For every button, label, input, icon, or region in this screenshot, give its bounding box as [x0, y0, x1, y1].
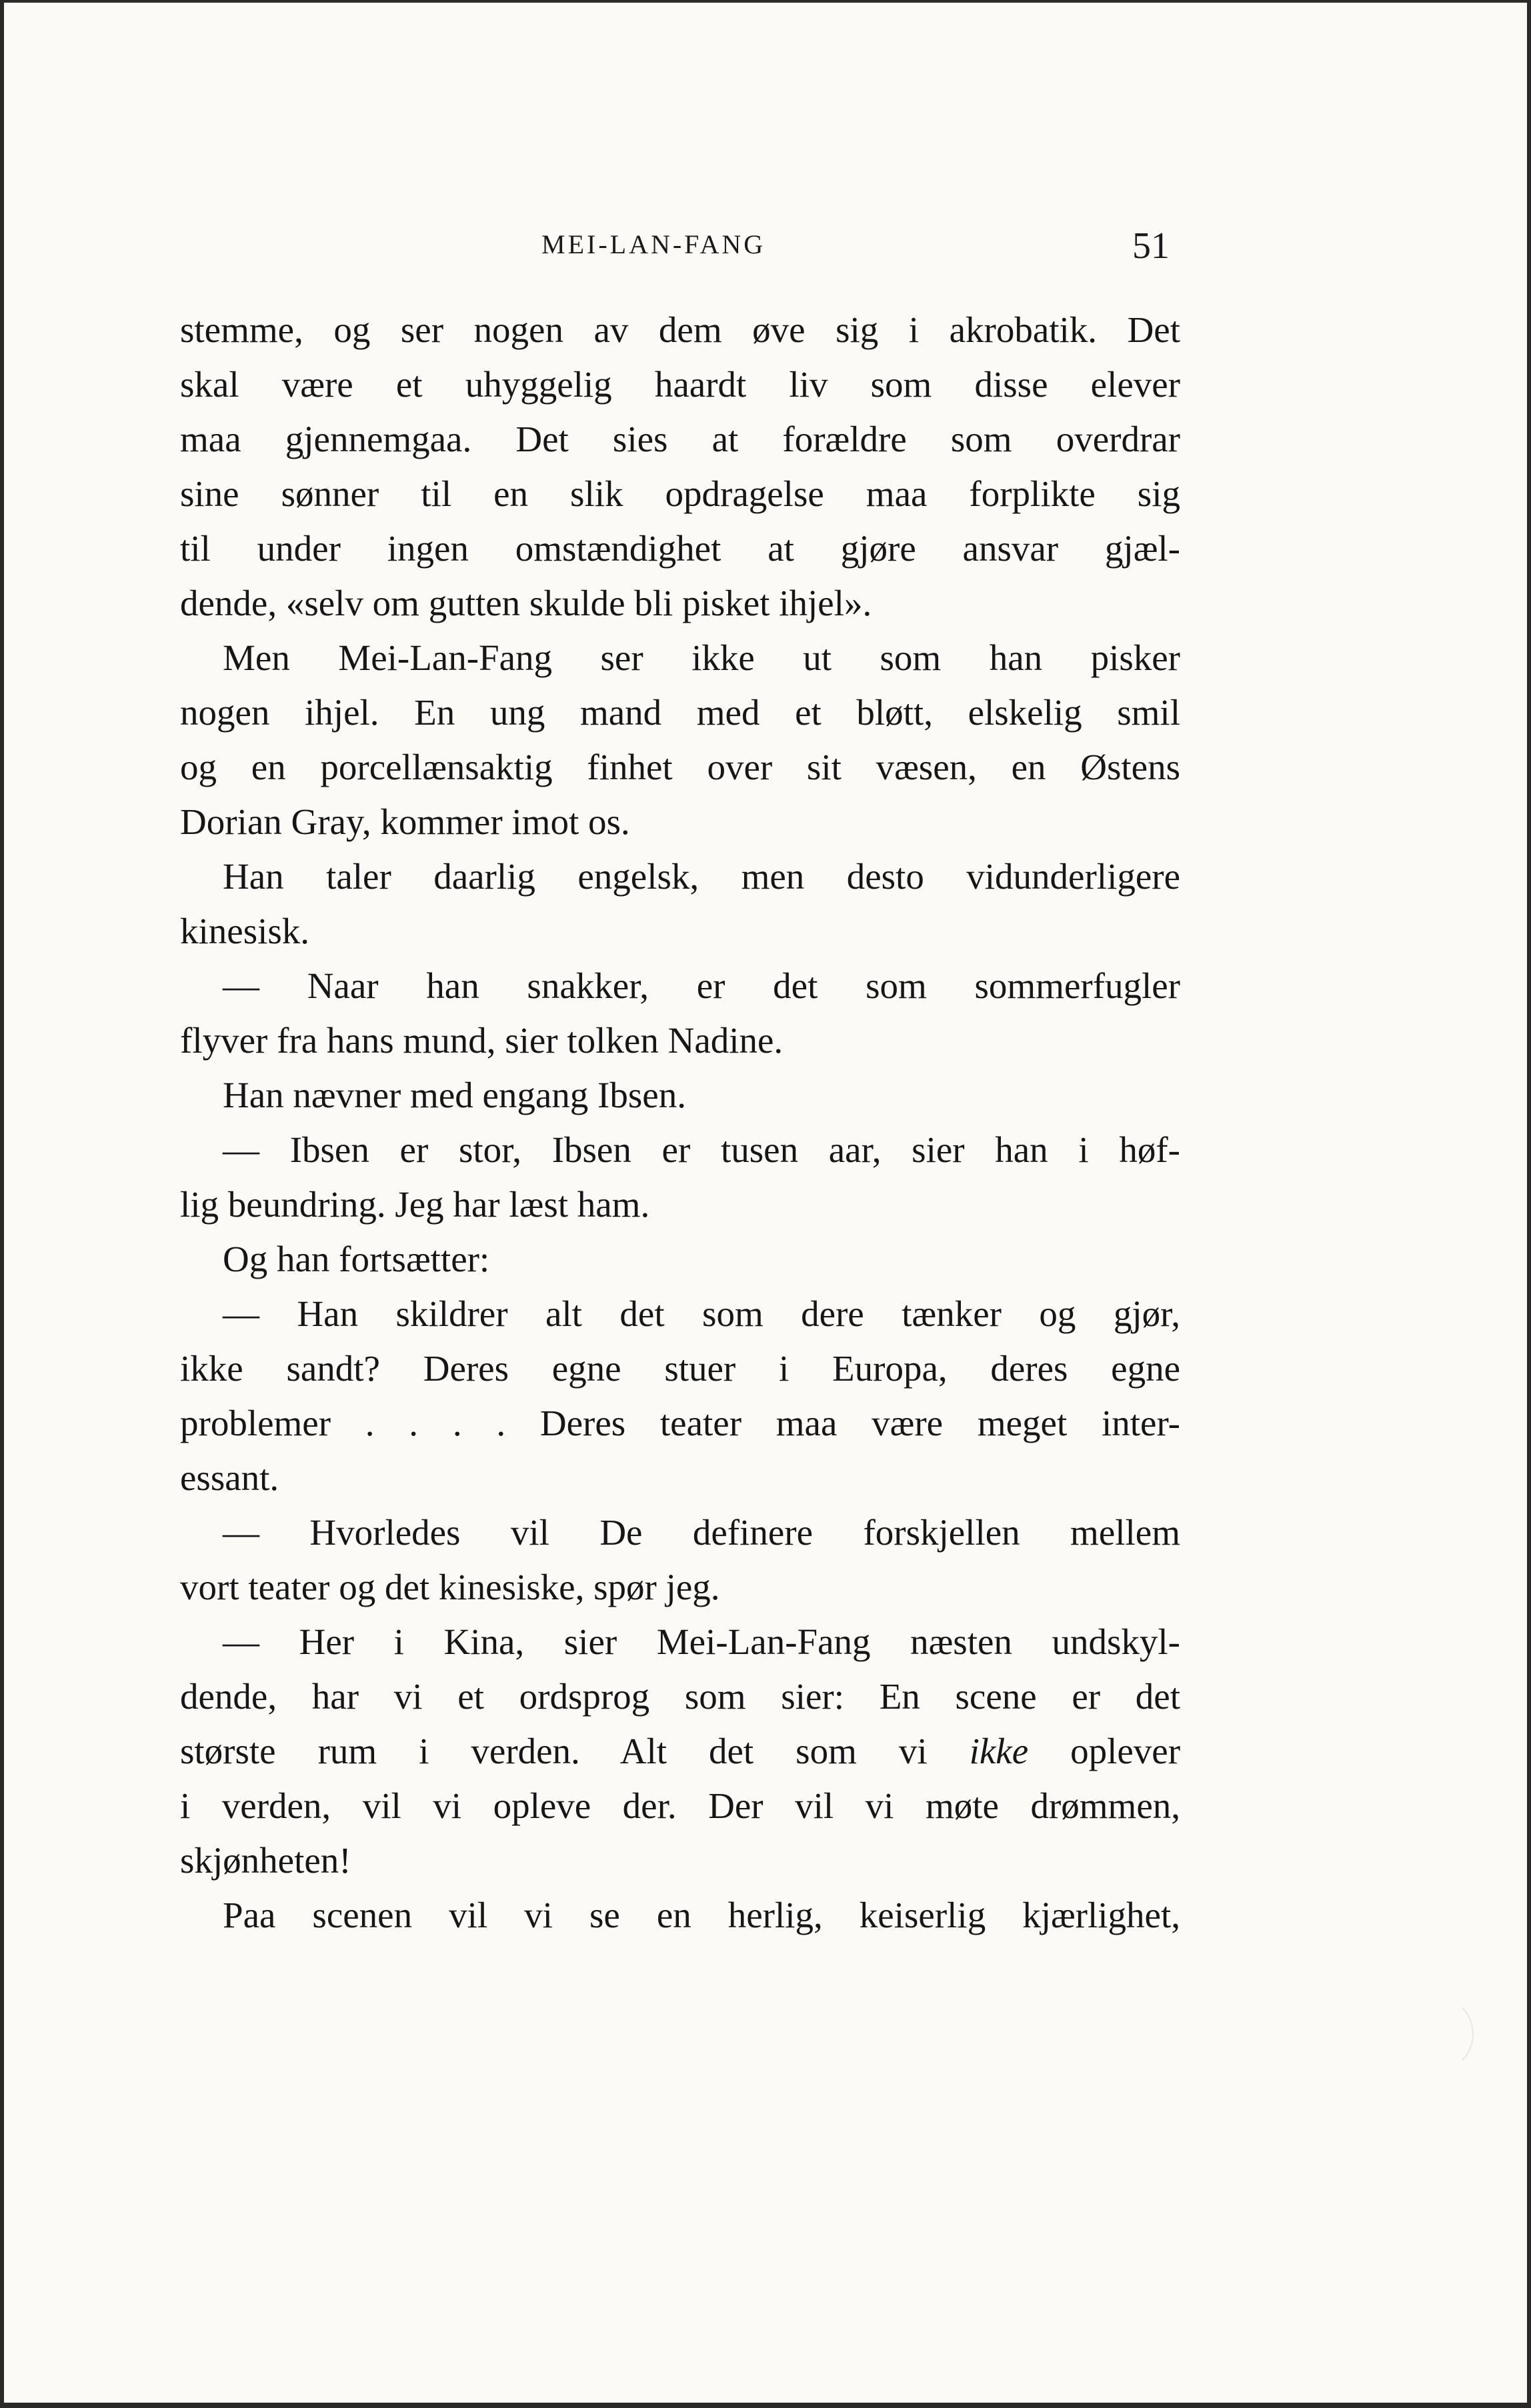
book-page [4, 3, 1527, 2403]
text-line: dende, «selv om gutten skulde bli pisket ihjel». [180, 583, 872, 623]
text-line: til under ingen omstændighet at gjøre ansvar gjæl- [180, 528, 1180, 569]
emphasized-word: ikke [969, 1731, 1029, 1771]
text-line: essant. [180, 1457, 279, 1498]
body-text [180, 303, 1180, 1943]
text-line: kinesisk. [180, 911, 310, 951]
text-line: problemer . . . . Deres teater maa være meget inter- [180, 1403, 1180, 1443]
text-line: i verden, vil vi opleve der. Der vil vi møte drømmen, [180, 1785, 1180, 1826]
text-segment: største rum i verden. Alt det som vi [180, 1731, 928, 1771]
text-line: Paa scenen vil vi se en herlig, keiserlig kjærlighet, [223, 1895, 1180, 1935]
text-line: dende, har vi et ordsprog som sier: En scene er det [180, 1676, 1180, 1717]
text-line: skjønheten! [180, 1840, 351, 1881]
paper-crease-mark [1398, 1996, 1474, 2072]
text-line: og en porcellænsaktig finhet over sit væsen, en Østens [180, 747, 1180, 787]
text-line: — Naar han snakker, er det som sommerfugler [223, 965, 1180, 1006]
page-header [4, 219, 1527, 279]
text-line: ikke sandt? Deres egne stuer i Europa, deres egne [180, 1348, 1180, 1389]
text-line: Han nævner med engang Ibsen. [223, 1075, 686, 1115]
text-line: lig beundring. Jeg har læst ham. [180, 1184, 650, 1225]
text-line: — Hvorledes vil De definere forskjellen mellem [223, 1512, 1180, 1553]
page-number: 51 [1132, 225, 1170, 267]
text-line: skal være et uhyggelig haardt liv som disse elever [180, 364, 1180, 405]
text-line: Og han fortsætter: [223, 1239, 490, 1279]
text-line: stemme, og ser nogen av dem øve sig i akrobatik. Det [180, 309, 1180, 350]
text-line: Han taler daarlig engelsk, men desto vidunderligere [223, 856, 1180, 897]
text-line: — Ibsen er stor, Ibsen er tusen aar, sier han i høf- [223, 1129, 1180, 1170]
text-line: — Han skildrer alt det som dere tænker og gjør, [223, 1293, 1180, 1334]
text-line: flyver fra hans mund, sier tolken Nadine. [180, 1020, 784, 1061]
text-line: Dorian Gray, kommer imot os. [180, 801, 630, 842]
text-line-with-emphasis [180, 1724, 1180, 1779]
text-line: nogen ihjel. En ung mand med et bløtt, elskelig smil [180, 692, 1180, 733]
text-line: maa gjennemgaa. Det sies at forældre som overdrar [180, 419, 1180, 459]
text-segment: oplever [1070, 1731, 1181, 1771]
text-line: vort teater og det kinesiske, spør jeg. [180, 1567, 720, 1607]
text-line: sine sønner til en slik opdragelse maa forplikte sig [180, 473, 1180, 514]
running-title: MEI-LAN-FANG [541, 229, 766, 259]
text-line: Men Mei-Lan-Fang ser ikke ut som han pisker [223, 637, 1180, 678]
text-line: — Her i Kina, sier Mei-Lan-Fang næsten undskyl- [223, 1621, 1180, 1662]
